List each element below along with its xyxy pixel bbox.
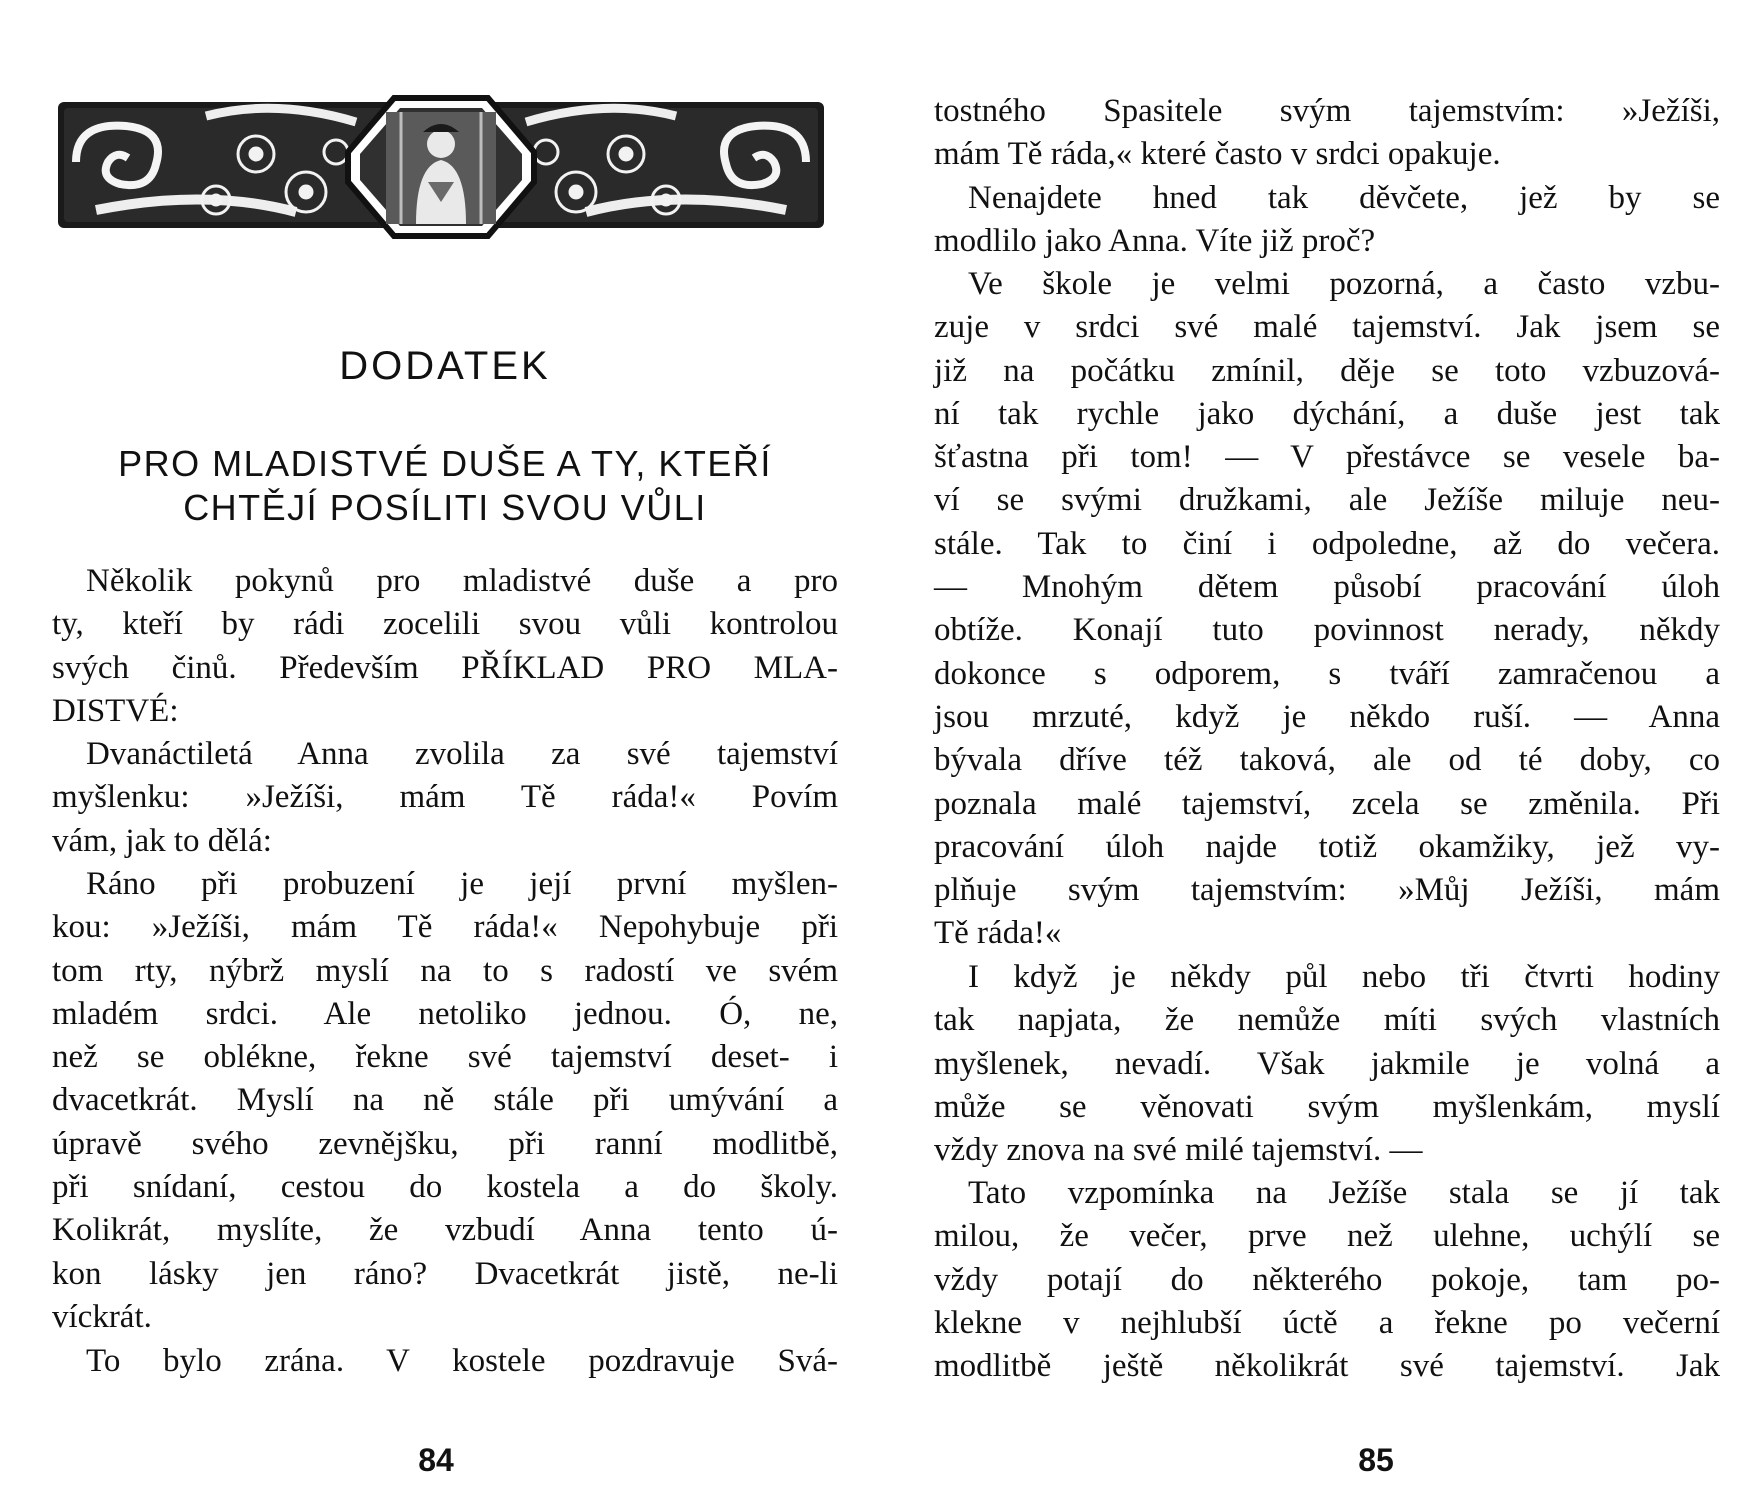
text-line: zuje v srdci své malé tajemství. Jak jsem se bbox=[934, 309, 1720, 346]
paragraph bbox=[934, 1172, 1720, 1388]
text-line: I když je někdy půl nebo tři čtvrti hodiny bbox=[968, 959, 1720, 995]
text-line: stále. Tak to činí i odpoledne, až do večera. bbox=[934, 525, 1720, 562]
right-page bbox=[878, 0, 1756, 1500]
text-line: tom rty, nýbrž myslí na to s radostí ve svém bbox=[52, 952, 838, 989]
text-line: kou: »Ježíši, mám Tě ráda!« Nepohybuje při bbox=[52, 909, 838, 946]
paragraph bbox=[934, 263, 1720, 956]
text-line: Ráno při probuzení je její první myšlen- bbox=[86, 866, 838, 902]
text-line: může se věnovati svým myšlenkám, myslí bbox=[934, 1088, 1720, 1125]
text-line: ty, kteří by rádi zocelili svou vůli kontrolou bbox=[52, 606, 838, 643]
text-line: mám Tě ráda,« které často v srdci opakuje. bbox=[934, 136, 1501, 173]
text-line: — Mnohým dětem působí pracování úloh bbox=[934, 569, 1720, 606]
text-line: jsou mrzuté, když je někdo ruší. — Anna bbox=[934, 698, 1720, 735]
text-line: svých činů. Především PŘÍKLAD PRO MLA- bbox=[52, 649, 838, 686]
text-line: vždy znova na své milé tajemství. — bbox=[934, 1132, 1423, 1169]
text-line: než se oblékne, řekne své tajemství deset- i bbox=[52, 1039, 838, 1076]
text-line: ní tak rychle jako dýchání, a duše jest tak bbox=[934, 395, 1720, 432]
text-line: vám, jak to dělá: bbox=[52, 822, 272, 859]
page-number: 84 bbox=[418, 1442, 454, 1478]
text-line: plňuje svým tajemstvím: »Můj Ježíši, mám bbox=[934, 872, 1720, 909]
text-line: milou, že večer, prve než ulehne, uchýlí se bbox=[934, 1218, 1720, 1255]
text-line: vždy potají do některého pokoje, tam po- bbox=[934, 1261, 1720, 1298]
paragraph bbox=[52, 733, 838, 863]
text-line: Kolikrát, myslíte, že vzbudí Anna tento ú- bbox=[52, 1212, 838, 1249]
text-line: obtíže. Konají tuto povinnost nerady, někdy bbox=[934, 612, 1720, 649]
text-line: modlilo jako Anna. Víte již proč? bbox=[934, 223, 1376, 260]
text-line: Několik pokynů pro mladistvé duše a pro bbox=[86, 563, 838, 599]
subtitle-line: PRO MLADISTVÉ DUŠE A TY, KTEŘÍ bbox=[118, 443, 772, 484]
text-line: DISTVÉ: bbox=[52, 692, 179, 729]
text-line: klekne v nejhlubší úctě a řekne po večerní bbox=[934, 1304, 1720, 1341]
paragraph bbox=[52, 1340, 838, 1383]
text-line: úpravě svého zevnějšku, při ranní modlitbě, bbox=[52, 1125, 838, 1162]
text-line: tostného Spasitele svým tajemstvím: »Ježíši, bbox=[934, 93, 1720, 129]
text-line: myšlenek, nevadí. Však jakmile je volná a bbox=[934, 1045, 1720, 1082]
text-line: tak napjata, že nemůže míti svých vlastních bbox=[934, 1002, 1720, 1039]
text-line: Ve škole je velmi pozorná, a často vzbu- bbox=[968, 266, 1720, 302]
paragraph bbox=[52, 863, 838, 1339]
text-line: myšlenku: »Ježíši, mám Tě ráda!« Povím bbox=[52, 779, 838, 816]
text-line: víckrát. bbox=[52, 1298, 152, 1335]
text-line: mladém srdci. Ale netoliko jednou. Ó, ne, bbox=[52, 995, 838, 1032]
section-subtitle bbox=[50, 442, 840, 530]
floral-vignette-icon bbox=[56, 92, 826, 240]
text-line: šťastna při tom! — V přestávce se vesele ba- bbox=[934, 439, 1720, 476]
text-line: již na počátku zmínil, děje se toto vzbuzová- bbox=[934, 352, 1720, 389]
text-line: kon lásky jen ráno? Dvacetkrát jistě, ne-li bbox=[52, 1255, 838, 1292]
text-line: Tě ráda!« bbox=[934, 915, 1062, 952]
text-line: pracování úloh najde totiž okamžiky, jež vy- bbox=[934, 828, 1720, 865]
text-line: dvacetkrát. Myslí na ně stále při umývání a bbox=[52, 1082, 838, 1119]
paragraph bbox=[52, 560, 838, 733]
paragraph bbox=[934, 177, 1720, 264]
text-line: Dvanáctiletá Anna zvolila za své tajemství bbox=[86, 736, 838, 772]
text-line: při snídaní, cestou do kostela a do školy. bbox=[52, 1169, 838, 1206]
text-line: Nenajdete hned tak děvčete, jež by se bbox=[968, 180, 1720, 216]
paragraph bbox=[934, 956, 1720, 1172]
section-heading: DODATEK bbox=[339, 344, 551, 388]
page-number: 85 bbox=[1358, 1442, 1394, 1478]
text-line: bývala dříve též taková, ale od té doby, co bbox=[934, 742, 1720, 779]
text-line: modlitbě ještě několikrát své tajemství. Jak bbox=[934, 1348, 1720, 1385]
subtitle-line: CHTĚJÍ POSÍLITI SVOU VŮLI bbox=[183, 487, 707, 528]
text-line: ví se svými družkami, ale Ježíše miluje neu- bbox=[934, 482, 1720, 519]
text-line: To bylo zrána. V kostele pozdravuje Svá- bbox=[86, 1343, 838, 1379]
text-line: dokonce s odporem, s tváří zamračenou a bbox=[934, 655, 1720, 692]
text-line: poznala malé tajemství, zcela se změnila. Při bbox=[934, 785, 1720, 822]
text-line: Tato vzpomínka na Ježíše stala se jí tak bbox=[968, 1175, 1720, 1211]
paragraph bbox=[934, 90, 1720, 177]
